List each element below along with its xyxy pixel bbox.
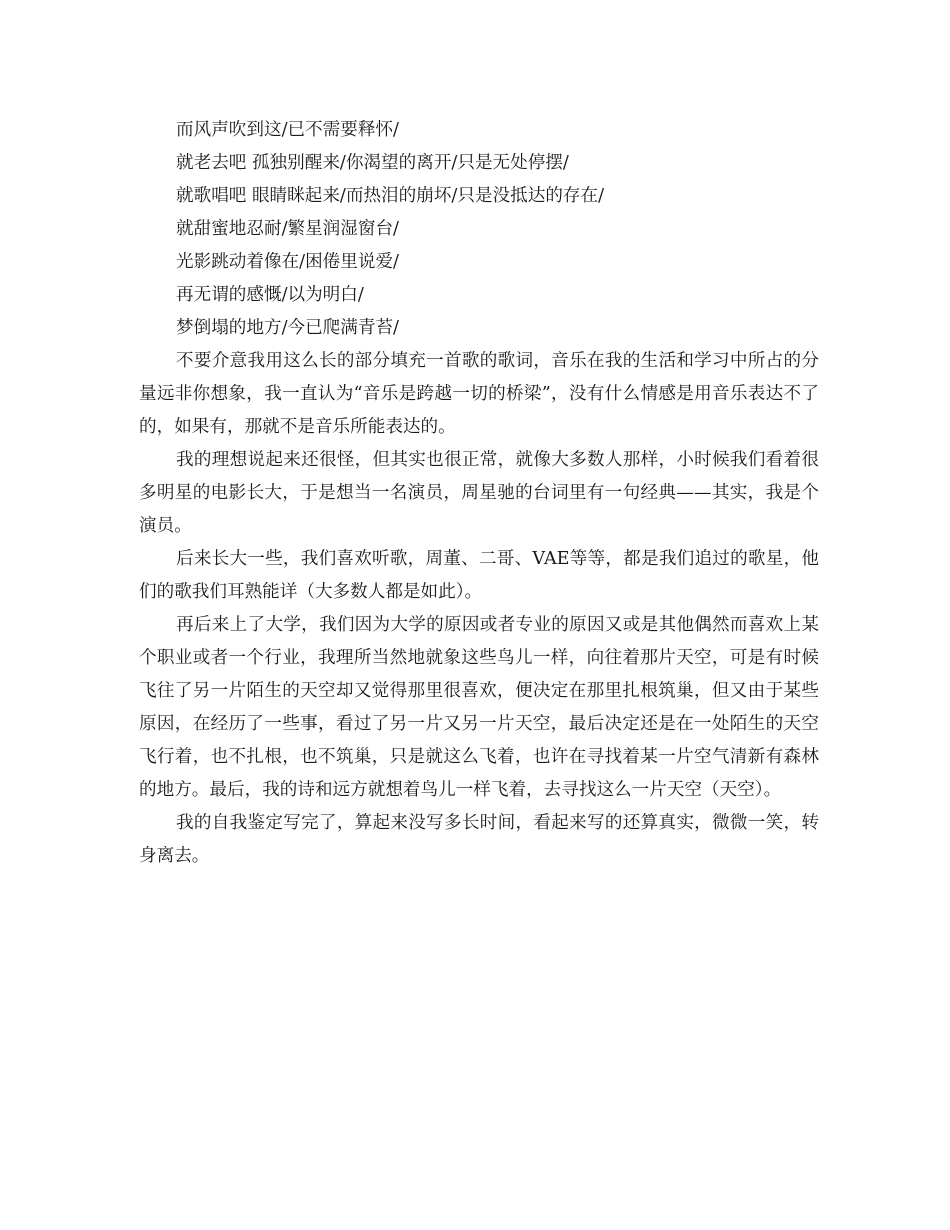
paragraph-ideal: 我的理想说起来还很怪，但其实也很正常，就像大多数人那样，小时候我们看着很多明星的电影长大，于是想当一名演员，周星驰的台词里有一句经典——其实，我是个演员。 xyxy=(139,450,819,536)
lyric-line: 再无谓的感慨/以为明白/ xyxy=(176,285,364,305)
paragraph-singers: 后来长大一些，我们喜欢听歌，周董、二哥、VAE等等，都是我们追过的歌星，他们的歌我们耳熟能详（大多数人都是如此）。 xyxy=(139,549,819,602)
lyric-line: 光影跳动着像在/困倦里说爱/ xyxy=(176,252,399,272)
lyric-line: 就歌唱吧 眼睛眯起来/而热泪的崩坏/只是没抵达的存在/ xyxy=(176,186,605,206)
paragraph-music: 不要介意我用这么长的部分填充一首歌的歌词，音乐在我的生活和学习中所占的分量远非你想象，我一直认为“音乐是跨越一切的桥梁”，没有什么情感是用音乐表达不了的，如果有，那就不是音乐所能表达的。 xyxy=(139,351,819,437)
lyric-line: 梦倒塌的地方/今已爬满青苔/ xyxy=(176,318,399,338)
paragraph-university: 再后来上了大学，我们因为大学的原因或者专业的原因又或是其他偶然而喜欢上某个职业或者一个行业，我理所当然地就象这些鸟儿一样，向往着那片天空，可是有时候飞往了另一片陌生的天空却又觉得那里很喜欢，便决定在那里扎根筑巢，但又由于某些原因，在经历了一些事，看过了另一片又另一片天空，最后决定还是在一处陌生的天空飞行着，也不扎根，也不筑巢，只是就这么飞着，也许在寻找着某一片空气清新有森林的地方。最后，我的诗和远方就想着鸟儿一样飞着，去寻找这么一片天空（天空）。 xyxy=(139,615,819,800)
lyrics-block xyxy=(139,114,819,345)
lyric-line: 就老去吧 孤独别醒来/你渴望的离开/只是无处停摆/ xyxy=(176,153,569,173)
paragraph-conclusion: 我的自我鉴定写完了，算起来没写多长时间，看起来写的还算真实，微微一笑，转身离去。 xyxy=(139,813,819,866)
document-body xyxy=(139,114,819,873)
lyric-line: 而风声吹到这/已不需要释怀/ xyxy=(176,120,399,140)
lyric-line: 就甜蜜地忍耐/繁星润湿窗台/ xyxy=(176,219,399,239)
